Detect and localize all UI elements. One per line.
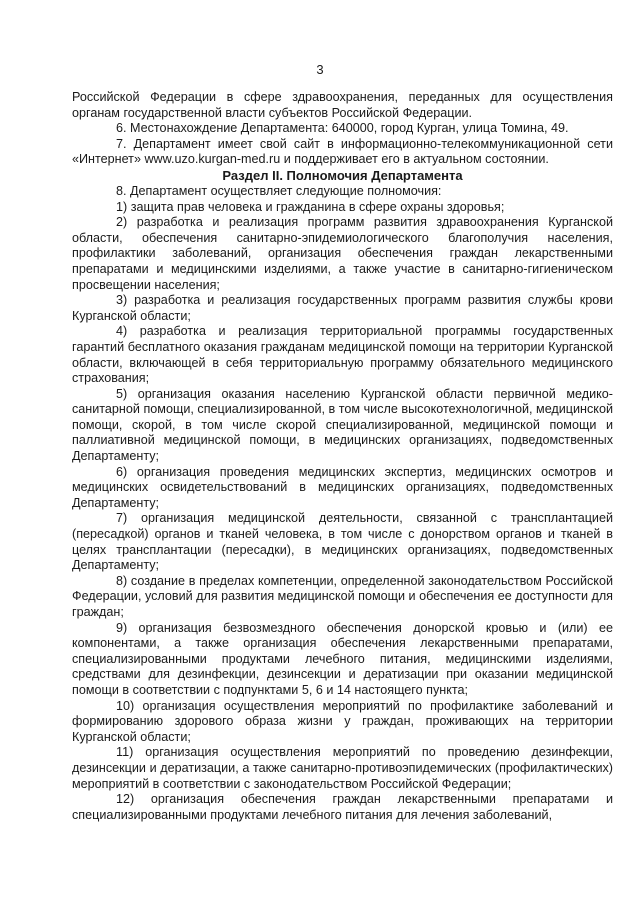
paragraph-subitem-12: 12) организация обеспечения граждан лекарственными препаратами и специализированными продуктами лечебного питания для лечения заболеваний,: [72, 792, 613, 822]
paragraph-subitem-9: 9) организация безвозмездного обеспечения донорской кровью и (или) ее компонентами, а также организация обеспечения лекарственными препаратами, специализированными продуктами лечебного питания, медицинскими изделиями, средствами для дезинфекции, дезинсекции и дератизации при оказании медицинской помощи в соответствии с подпунктами 5, 6 и 14 настоящего пункта;: [72, 620, 613, 697]
paragraph-item-7-website: 7. Департамент имеет свой сайт в информационно-телекоммуникационной сети «Интернет» www.uzo.kurgan-med.ru и поддерживает его в актуальном состоянии.: [72, 136, 613, 167]
section-heading: Раздел II. Полномочия Департамента: [222, 167, 463, 183]
paragraph-continuation: Российской Федерации в сфере здравоохранения, переданных для осуществления органам государственной власти субъектов Российской Федерации.: [72, 90, 613, 120]
paragraph-item-8-intro: 8. Департамент осуществляет следующие полномочия:: [116, 183, 442, 198]
paragraph-subitem-11: 11) организация осуществления мероприятий по проведению дезинфекции, дезинсекции и дератизации, а также санитарно-противоэпидемических (профилактических) мероприятий в соответствии с законодательством Российской Федерации;: [72, 745, 613, 791]
paragraph-subitem-6: 6) организация проведения медицинских экспертиз, медицинских осмотров и медицинских освидетельствований в медицинских организациях, подведомственных Департаменту;: [72, 464, 613, 510]
page-number: 3: [316, 62, 324, 77]
paragraph-subitem-1: 1) защита прав человека и гражданина в сфере охраны здоровья;: [116, 199, 505, 214]
paragraph-subitem-2: 2) разработка и реализация программ развития здравоохранения Курганской области, обеспечения санитарно-эпидемиологического благополучия населения, профилактики заболеваний, организация обеспечения граждан лекарственными препаратами и медицинскими изделиями, а также участие в санитарно-гигиеническом просвещении населения;: [72, 215, 613, 292]
paragraph-subitem-3: 3) разработка и реализация государственных программ развития службы крови Курганской области;: [72, 293, 613, 323]
paragraph-subitem-10: 10) организация осуществления мероприятий по профилактике заболеваний и формированию здорового образа жизни у граждан, проживающих на территории Курганской области;: [72, 698, 613, 744]
paragraph-subitem-7: 7) организация медицинской деятельности, связанной с трансплантацией (пересадкой) органов и тканей человека, в том числе с донорством органов и тканей в целях трансплантации (пересадки), в медицинских организациях, подведомственных Департаменту;: [72, 511, 613, 573]
paragraph-subitem-8: 8) создание в пределах компетенции, определенной законодательством Российской Федерации, условий для развития медицинской помощи и обеспечения ее доступности для граждан;: [72, 573, 613, 619]
document-body: [72, 90, 613, 823]
paragraph-subitem-5: 5) организация оказания населению Курганской области первичной медико-санитарной помощи, специализированной, в том числе высокотехнологичной, медицинской помощи, скорой, в том числе скорой специализированной, медицинской помощи и паллиативной медицинской помощи, в медицинских организациях, подведомственных Департаменту;: [72, 386, 613, 464]
paragraph-subitem-4: 4) разработка и реализация территориальной программы государственных гарантий бесплатного оказания гражданам медицинской помощи на территории Курганской области, включающей в себя территориальную программу обязательного медицинского страхования;: [72, 324, 613, 386]
paragraph-item-6-location: 6. Местонахождение Департамента: 640000, город Курган, улица Томина, 49.: [116, 121, 569, 136]
